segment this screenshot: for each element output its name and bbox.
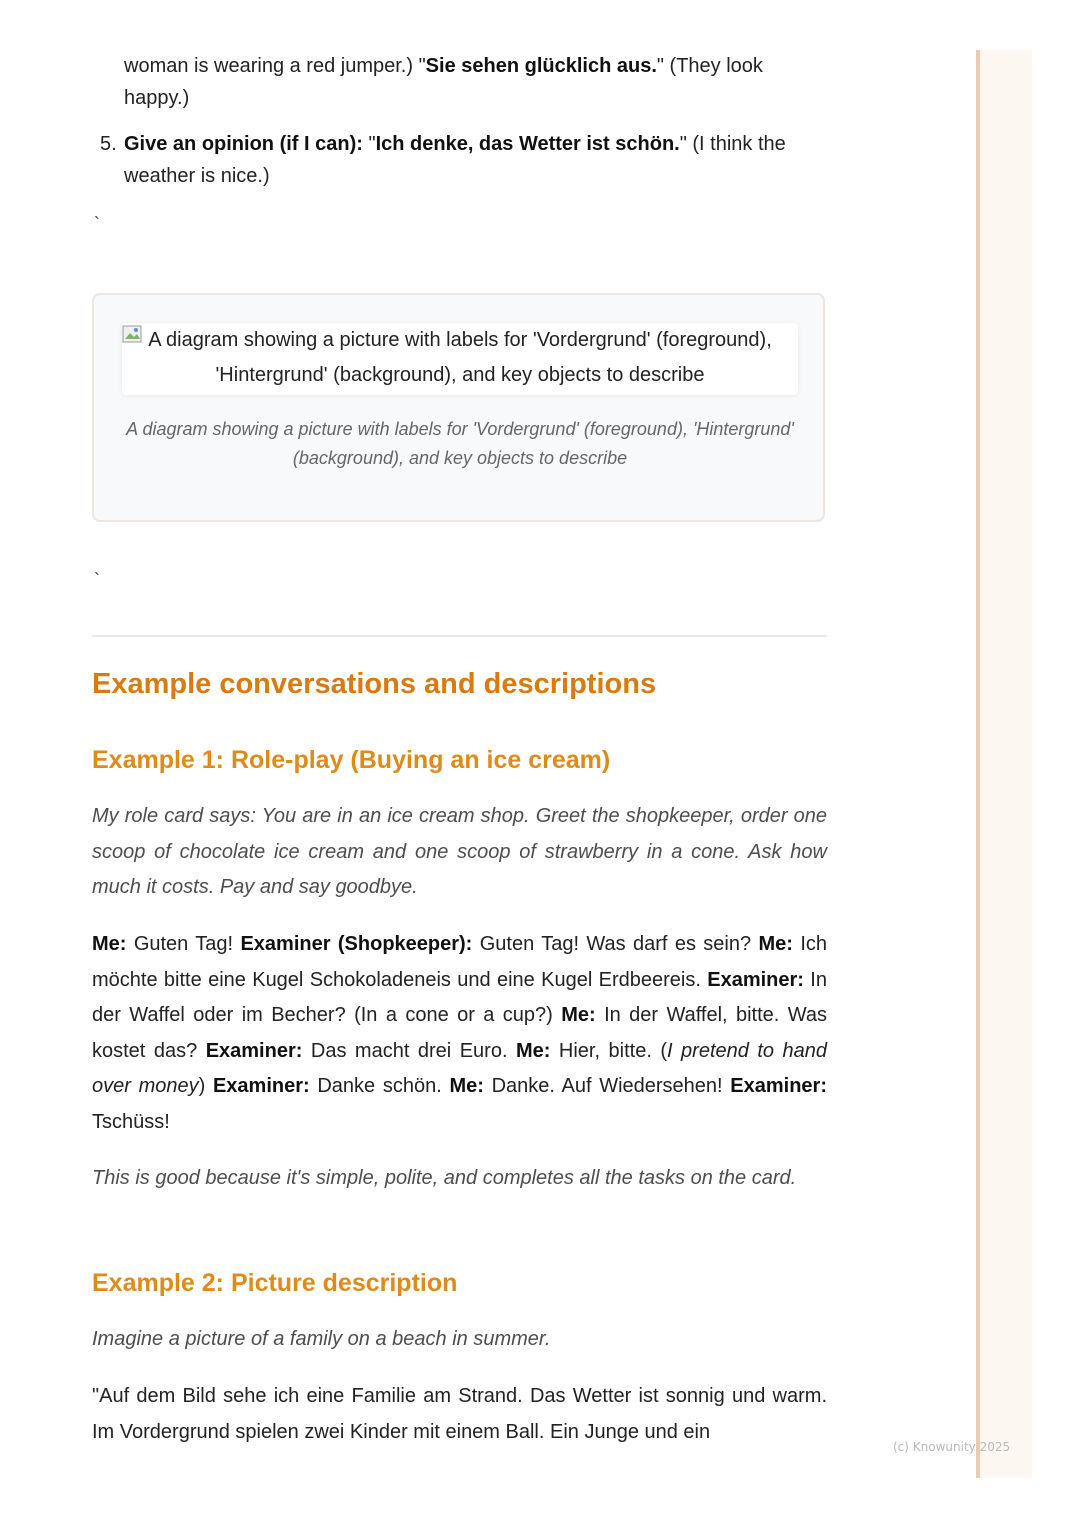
dialogue-line: Tschüss! [92,1110,170,1133]
example-1-dialogue [92,927,827,1140]
list-label: Give an opinion (if I can): [124,133,363,155]
dialogue-speaker: Me: [92,933,127,955]
dialogue-line: Hier, bitte. ( [550,1039,668,1062]
dialogue-speaker: Me: [449,1075,484,1097]
figure-container [92,293,825,522]
dialogue-speaker: Examiner (Shopkeeper): [240,933,473,955]
copyright-footer: (c) Knowunity 2025 [893,1440,1011,1454]
german-phrase: Sie sehen glücklich aus. [425,55,657,77]
dialogue-line: Das macht drei Euro. [302,1039,516,1062]
dialogue-line: In der Waffel oder im Becher? (In a cone or a cup?) [92,968,827,1026]
figure-caption: A diagram showing a picture with labels for 'Vordergrund' (foreground), 'Hintergrund' (background), and key objects to describe [126,419,794,468]
stray-backtick: ` [94,214,100,234]
example-1-comment [92,1161,827,1197]
dialogue-text [92,927,827,1140]
stray-backtick: ` [94,570,100,590]
example-2-text [92,1379,827,1450]
image-alt-text: A diagram showing a picture with labels for 'Vordergrund' (foreground), 'Hintergrund' (background), and key objects to describe [148,329,772,386]
list-number: 5. [100,133,117,155]
dialogue-line: ) [198,1075,213,1097]
dialogue-line: Guten Tag! [126,933,241,955]
role-card-text: My role card says: You are in an ice cream shop. Greet the shopkeeper, order one scoop of chocolate ice cream and one scoop of strawberry in a cone. Ask how much it costs. Pay and say goodbye. [92,805,827,898]
dialogue-line: In der Waffel, bitte. Was kostet das? [92,1004,828,1062]
broken-image [122,323,798,395]
sidebar-panel [976,50,1032,1478]
example-1-heading: Example 1: Role-play (Buying an ice cream) [92,746,611,774]
dialogue-speaker: Examiner: [212,1075,310,1097]
dialogue-speaker: Examiner: [730,1075,827,1097]
german-phrase: Ich denke, das Wetter ist schön. [375,133,680,155]
dialogue-line: Ich möchte bitte eine Kugel Schokoladeneis und eine Kugel Erdbeereis. [92,933,827,991]
list-text: " (I think the weather is nice.) [124,133,786,187]
dialogue-speaker: Me: [561,1004,596,1026]
section-heading: Example conversations and descriptions [92,668,657,700]
dialogue-speaker: Me: [758,933,793,955]
broken-image-icon [122,325,144,345]
list-text: " (They look happy.) [124,55,763,109]
description-text: "Auf dem Bild sehe ich eine Familie am Strand. Das Wetter ist sonnig und warm. Im Vordergrund spielen zwei Kinder mit einem Ball. Ein Junge und ein [92,1385,827,1443]
example-2-intro [92,1322,827,1358]
dialogue-speaker: Examiner: [205,1039,303,1062]
list-text: " [362,133,376,155]
dialogue-line: Guten Tag! Was darf es sein? [472,933,759,955]
list-item-4-continuation [124,50,824,114]
dialogue-line: Danke schön. [309,1075,450,1097]
example-1-intro [92,799,827,906]
example-2-heading: Example 2: Picture description [92,1269,458,1297]
sidebar-accent-line [976,50,980,1478]
dialogue-line: Danke. Auf Wiedersehen! [483,1075,731,1097]
picture-prompt-text: Imagine a picture of a family on a beach in summer. [92,1328,551,1350]
dialogue-speaker: Examiner: [707,968,804,991]
dialogue-speaker: Me: [515,1039,551,1062]
stage-direction: I pretend to hand over money [92,1039,828,1097]
list-text: woman is wearing a red jumper.) " [124,55,426,77]
divider [92,635,827,637]
comment-text: This is good because it's simple, polite, and completes all the tasks on the card. [92,1167,797,1189]
